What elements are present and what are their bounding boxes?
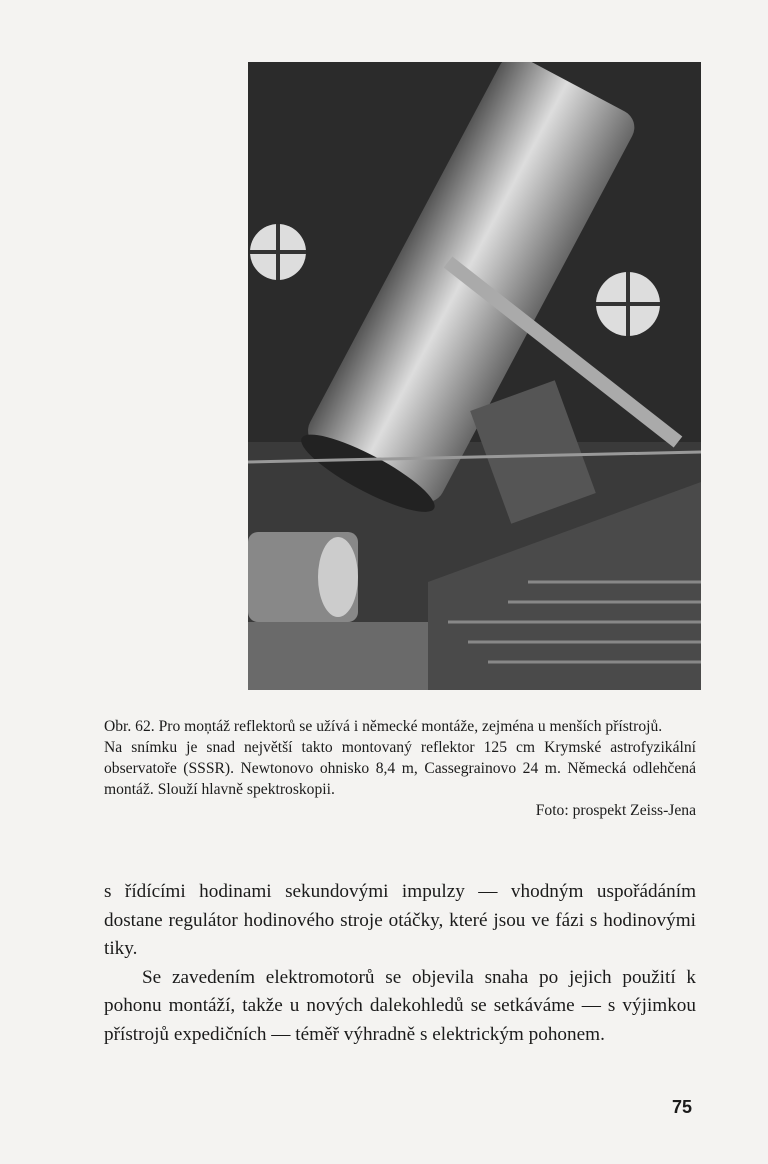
figure-caption xyxy=(104,716,696,821)
caption-line: Obr. 62. Pro moņtáž reflektorů se užívá i německé montáže, zejména u menších přístrojů. xyxy=(104,718,663,735)
paragraph: s řídícími hodinami sekundovými impulzy — vhodným uspořádáním dostane regulátor hodinového stroje otáčky, které jsou ve fázi s hodinovými tiky. xyxy=(104,881,696,959)
page-number: 75 xyxy=(672,1097,693,1117)
photo-credit: Foto: prospekt Zeiss-Jena xyxy=(535,802,696,819)
telescope-photo xyxy=(248,62,701,690)
caption-line: Na snímku je snad největší takto montovaný reflektor 125 cm Krymské astrofyzikální observatoře (SSSR). Newtonovo ohnisko 8,4 m, Cassegrainovo 24 m. Německá odlehčená montáž. Slouží hlavně spektroskopii. xyxy=(104,739,696,798)
body-text xyxy=(104,878,696,1049)
paragraph: Se zavedením elektromotorů se objevila snaha po jejich použití k pohonu montáží, takže u nových dalekohledů se setkáváme — s výjimkou přístrojů expedičních — téměř výhradně s elektrickým pohonem. xyxy=(104,966,696,1045)
